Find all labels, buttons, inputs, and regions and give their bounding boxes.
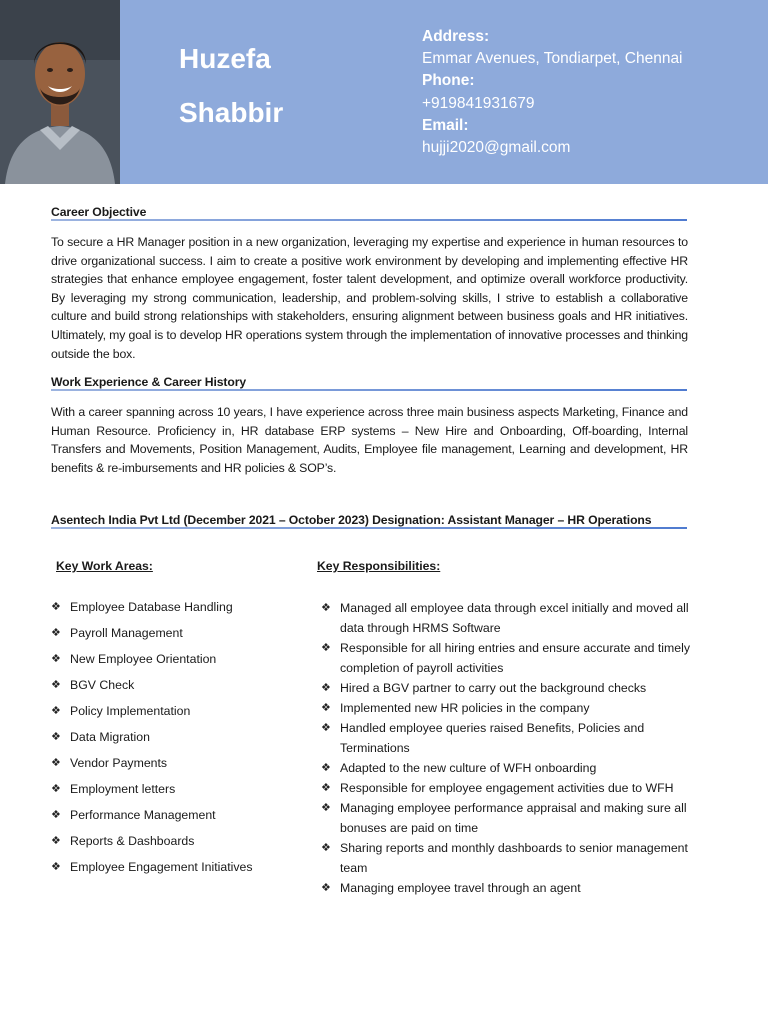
list-item: [51, 780, 253, 806]
list-item-text: Hired a BGV partner to carry out the background checks: [340, 681, 647, 695]
list-item-text: Employment letters: [70, 782, 176, 796]
diamond-bullet-icon: ❖: [321, 642, 331, 654]
profile-photo: [0, 0, 120, 184]
list-item-text: Reports & Dashboards: [70, 834, 195, 848]
section-divider: [51, 219, 687, 221]
phone-value: +919841931679: [422, 94, 535, 112]
diamond-bullet-icon: ❖: [321, 722, 331, 734]
section-divider: [51, 389, 687, 391]
list-item: [51, 858, 253, 884]
list-item-text: Data Migration: [70, 730, 150, 744]
list-item: [51, 806, 253, 832]
list-item-text: Responsible for employee engagement activities due to WFH: [340, 781, 674, 795]
diamond-bullet-icon: ❖: [321, 802, 331, 814]
diamond-bullet-icon: ❖: [321, 762, 331, 774]
list-item: [51, 832, 253, 858]
list-item: [51, 650, 253, 676]
career-objective-text: To secure a HR Manager position in a new organization, leveraging my expertise and experience in human resources to drive organizational success. I aim to create a positive work environment by developing and implementing effective HR strategies that enhance employee engagement, foster talent development, and optimize overall workforce productivity. By leveraging my strong communication, leadership, and problem-solving skills, I strive to establish a collaborative culture and build strong relationships with stakeholders, ensuring alignment between business goals and HR initiatives. Ultimately, my goal is to develop HR operations system through the implementation of innovative processes and thinking outside the box.: [51, 235, 688, 361]
list-item-text: Implemented new HR policies in the company: [340, 701, 590, 715]
list-item-text: New Employee Orientation: [70, 652, 217, 666]
diamond-bullet-icon: ❖: [321, 842, 331, 854]
diamond-bullet-icon: ❖: [321, 882, 331, 894]
list-item: [321, 878, 693, 898]
diamond-bullet-icon: ❖: [51, 861, 61, 873]
address-label: Address:: [422, 28, 490, 45]
list-item: [51, 728, 253, 754]
list-item: [51, 676, 253, 702]
diamond-bullet-icon: ❖: [51, 627, 61, 639]
list-item: [321, 778, 693, 798]
key-work-areas-list: [51, 598, 253, 884]
email-value[interactable]: hujji2020@gmail.com: [422, 139, 571, 157]
list-item: [321, 798, 693, 838]
list-item-text: Responsible for all hiring entries and ensure accurate and timely completion of payroll activities: [340, 641, 690, 675]
diamond-bullet-icon: ❖: [51, 679, 61, 691]
list-item: [321, 758, 693, 778]
list-item-text: Employee Database Handling: [70, 600, 233, 614]
diamond-bullet-icon: ❖: [51, 835, 61, 847]
list-item-text: Policy Implementation: [70, 704, 191, 718]
career-objective-title: Career Objective: [51, 205, 147, 219]
list-item-text: Vendor Payments: [70, 756, 168, 770]
list-item-text: Employee Engagement Initiatives: [70, 860, 253, 874]
list-item: [51, 624, 253, 650]
diamond-bullet-icon: ❖: [321, 602, 331, 614]
list-item: [321, 638, 693, 678]
job-title: Asentech India Pvt Ltd (December 2021 – October 2023) Designation: Assistant Manager – HR Operations: [51, 513, 652, 527]
list-item-text: Managed all employee data through excel initially and moved all data through HRMS Software: [340, 601, 689, 635]
list-item: [321, 718, 693, 758]
list-item-text: Performance Management: [70, 808, 216, 822]
list-item: [51, 754, 253, 780]
email-label: Email:: [422, 116, 469, 134]
contact-block: [422, 26, 683, 159]
list-item: [321, 598, 693, 638]
list-item-text: Managing employee performance appraisal and making sure all bonuses are paid on time: [340, 801, 687, 835]
address-value: Emmar Avenues, Tondiarpet, Chennai: [422, 50, 683, 68]
last-name: Shabbir: [179, 97, 284, 128]
diamond-bullet-icon: ❖: [321, 782, 331, 794]
list-item: [51, 598, 253, 624]
key-work-areas-title: Key Work Areas:: [56, 559, 153, 573]
work-experience-text: With a career spanning across 10 years, I have experience across three main business aspects Marketing, Finance and Human Resource. Proficiency in, HR database ERP systems – New Hire and Onboarding, Off-boarding, Internal Transfers and Movements, Position Management, Audits, Employee file management, Learning and development, HR benefits & re-imbursements and HR policies & SOP’s.: [51, 405, 688, 475]
key-responsibilities-list: [321, 598, 693, 898]
diamond-bullet-icon: ❖: [51, 757, 61, 769]
header-banner: [0, 0, 768, 184]
profile-photo-icon: [0, 0, 120, 184]
phone-label: Phone:: [422, 72, 475, 90]
diamond-bullet-icon: ❖: [51, 809, 61, 821]
list-item-text: Handled employee queries raised Benefits, Policies and Terminations: [340, 721, 645, 755]
list-item-text: Adapted to the new culture of WFH onboarding: [340, 761, 597, 775]
diamond-bullet-icon: ❖: [321, 682, 331, 694]
list-item: [321, 838, 693, 878]
candidate-name: [179, 32, 283, 140]
diamond-bullet-icon: ❖: [51, 653, 61, 665]
list-item-text: Sharing reports and monthly dashboards to senior management team: [340, 841, 688, 875]
list-item-text: Managing employee travel through an agent: [340, 881, 581, 895]
work-experience-title: Work Experience & Career History: [51, 375, 247, 389]
diamond-bullet-icon: ❖: [51, 783, 61, 795]
section-divider: [51, 527, 687, 529]
list-item: [321, 698, 693, 718]
list-item-text: BGV Check: [70, 678, 135, 692]
diamond-bullet-icon: ❖: [51, 705, 61, 717]
diamond-bullet-icon: ❖: [321, 702, 331, 714]
key-responsibilities-title: Key Responsibilities:: [317, 559, 441, 573]
first-name: Huzefa: [179, 43, 271, 74]
list-item: [321, 678, 693, 698]
diamond-bullet-icon: ❖: [51, 731, 61, 743]
list-item-text: Payroll Management: [70, 626, 183, 640]
diamond-bullet-icon: ❖: [51, 601, 61, 613]
list-item: [51, 702, 253, 728]
